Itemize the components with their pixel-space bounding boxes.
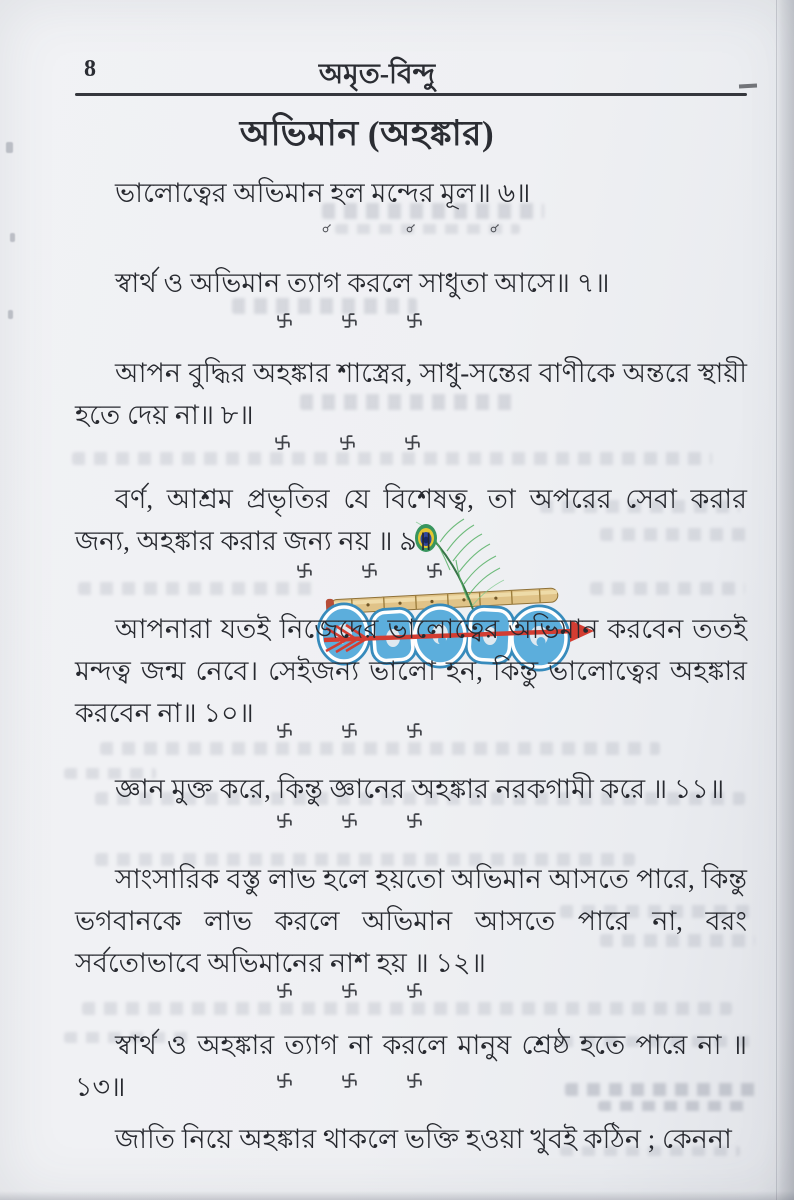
swastika-row bbox=[13, 1072, 685, 1089]
verse-13: স্বার্থ ও অহঙ্কার ত্যাগ না করলে মানুষ শ্রেষ্ঠ হতে পারে না ॥ ১৩॥ bbox=[75, 1030, 747, 1102]
swastika-icon bbox=[274, 434, 291, 451]
swastika-icon bbox=[276, 982, 293, 999]
swastika-row bbox=[33, 562, 705, 579]
small-mark-icon bbox=[321, 222, 333, 234]
bleed-through-ghost bbox=[100, 742, 660, 755]
swastika-icon bbox=[276, 312, 293, 329]
swastika-icon bbox=[341, 1072, 358, 1089]
page-edge-shadow bbox=[776, 0, 794, 1200]
swastika-icon bbox=[341, 312, 358, 329]
swastika-icon bbox=[276, 812, 293, 829]
swastika-row bbox=[11, 434, 683, 451]
swastika-icon bbox=[406, 812, 423, 829]
print-artifact bbox=[739, 84, 757, 89]
swastika-icon bbox=[406, 982, 423, 999]
swastika-icon bbox=[404, 434, 421, 451]
section-title: অভিমান (অহঙ্কার) bbox=[239, 114, 495, 153]
header-rule bbox=[75, 93, 747, 96]
swastika-row bbox=[13, 982, 685, 999]
page-number: 8 bbox=[84, 56, 96, 82]
swastika-icon bbox=[341, 722, 358, 739]
verse-11: জ্ঞান মুক্ত করে, কিন্তু জ্ঞানের অহঙ্কার নরকগামী করে ॥ ১১॥ bbox=[115, 774, 725, 804]
swastika-icon bbox=[341, 812, 358, 829]
bleed-through-ghost bbox=[72, 452, 712, 465]
swastika-icon bbox=[406, 1072, 423, 1089]
verse-7: স্বার্থ ও অভিমান ত্যাগ করলে সাধুতা আসে॥ ৭॥ bbox=[115, 268, 610, 298]
swastika-icon bbox=[406, 722, 423, 739]
bleed-through-ghost bbox=[82, 1002, 732, 1015]
ornament-row-small bbox=[75, 222, 747, 234]
swastika-icon bbox=[276, 722, 293, 739]
verse-14: জাতি নিয়ে অহঙ্কার থাকলে ভক্তি হওয়া খুবই কঠিন ; কেননা bbox=[115, 1124, 732, 1154]
bleed-through-ghost bbox=[78, 582, 318, 595]
swastika-icon bbox=[426, 562, 443, 579]
verse-9: বর্ণ, আশ্রম প্রভৃতির যে বিশেষত্ব, তা অপরের সেবা করার জন্য, অহঙ্কার করার জন্য নয় ॥ ৯॥ bbox=[75, 484, 747, 556]
swastika-row bbox=[13, 812, 685, 829]
verse-10: আপনারা যতই নিজেদের ভালোত্বের অভিমান করবেন ততই মন্দত্ব জন্ম নেবে। সেইজন্য ভালো হন, কিন্তু ভালোত্বের অহঙ্কার করবেন না॥ ১০॥ bbox=[75, 614, 747, 728]
page-speck bbox=[10, 233, 15, 242]
swastika-icon bbox=[296, 562, 313, 579]
swastika-row bbox=[13, 722, 685, 739]
verse-12: সাংসারিক বস্তু লাভ হলে হয়তো অভিমান আসতে পারে, কিন্তু ভগবানকে লাভ করলে অভিমান আসতে পারে না, বরং সর্বতোভাবে অভিমানের নাশ হয় ॥ ১২॥ bbox=[75, 864, 747, 978]
swastika-icon bbox=[361, 562, 378, 579]
swastika-icon bbox=[276, 1072, 293, 1089]
small-mark-icon bbox=[405, 222, 417, 234]
swastika-row bbox=[13, 312, 685, 329]
page-bottom-shadow bbox=[0, 1191, 794, 1200]
swastika-icon bbox=[341, 982, 358, 999]
bleed-through-ghost bbox=[590, 582, 745, 595]
verse-8: আপন বুদ্ধির অহঙ্কার শাস্ত্রের, সাধু-সন্তের বাণীকে অন্তরে স্থায়ী হতে দেয় না॥ ৮॥ bbox=[75, 358, 747, 430]
swastika-icon bbox=[406, 312, 423, 329]
small-mark-icon bbox=[489, 222, 501, 234]
verse-6: ভালোত্বের অভিমান হল মন্দের মূল॥ ৬॥ bbox=[115, 178, 531, 208]
running-title: অমৃত-বিন্দু bbox=[318, 59, 436, 90]
swastika-icon bbox=[339, 434, 356, 451]
